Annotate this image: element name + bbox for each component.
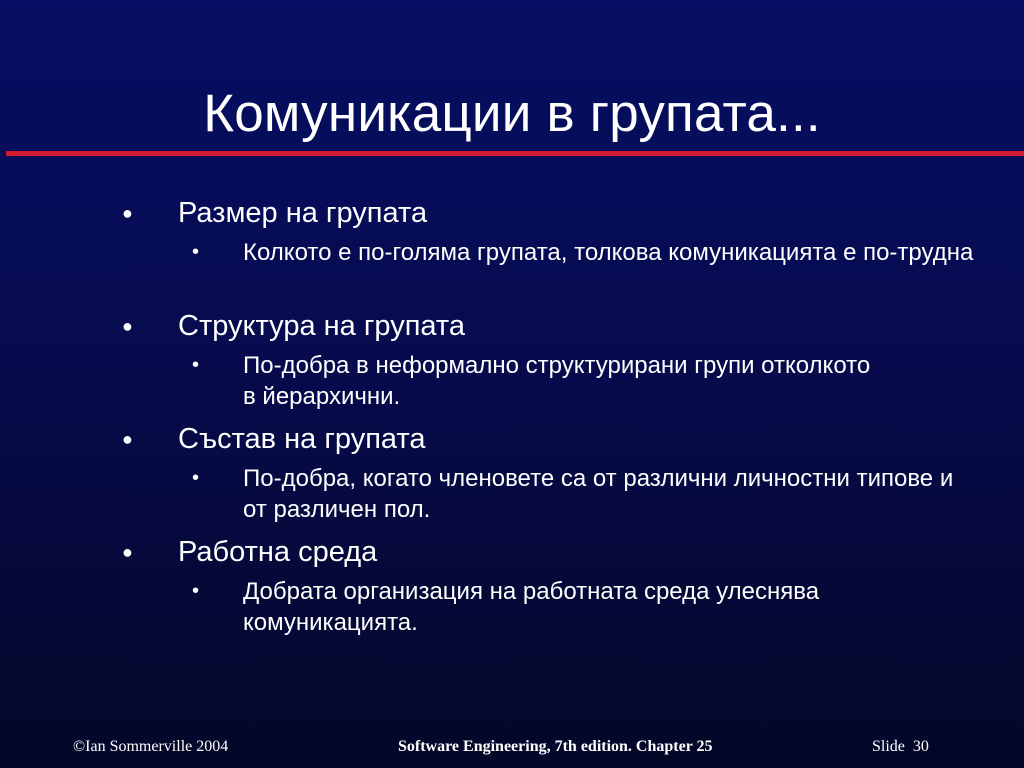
sub-bullet-text: Колкото е по-голяма групата, толкова комуникацията е по-трудна <box>243 239 974 266</box>
sub-bullet-text: Добрата организация на работната среда улеснява комуникацията. <box>243 578 820 636</box>
sub-bullet-dot-icon: • <box>192 467 200 489</box>
bullet-item <box>122 422 426 456</box>
bullet-dot-icon: ● <box>122 203 133 223</box>
sub-bullet-dot-icon: • <box>192 354 200 376</box>
footer-copyright: ©Ian Sommerville 2004 <box>73 738 229 755</box>
sub-bullet-dot-icon: • <box>192 580 200 602</box>
sub-bullet-item <box>192 350 883 412</box>
footer-slide-number: Slide 30 <box>872 738 929 755</box>
sub-bullet-item <box>192 576 943 638</box>
bullet-dot-icon: ● <box>122 542 133 562</box>
sub-bullet-item <box>192 237 983 268</box>
bullet-text: Размер на групата <box>178 197 428 229</box>
sub-bullet-text: По-добра в неформално структурирани групи отколкото в йерархични. <box>243 352 871 410</box>
bullet-text: Работна среда <box>178 536 378 568</box>
bullet-item <box>122 535 378 569</box>
bullet-text: Структура на групата <box>178 310 465 342</box>
bullet-dot-icon: ● <box>122 429 133 449</box>
sub-bullet-text: По-добра, когато членовете са от различни личностни типове и от различен пол. <box>243 465 954 523</box>
slide-title: Комуникации в групата... <box>203 84 821 143</box>
bullet-item <box>122 196 428 230</box>
footer-book-title: Software Engineering, 7th edition. Chapter 25 <box>398 738 713 755</box>
bullet-dot-icon: ● <box>122 316 133 336</box>
bullet-text: Състав на групата <box>178 423 426 455</box>
sub-bullet-item <box>192 463 983 525</box>
bullet-item <box>122 309 465 343</box>
sub-bullet-dot-icon: • <box>192 241 200 263</box>
